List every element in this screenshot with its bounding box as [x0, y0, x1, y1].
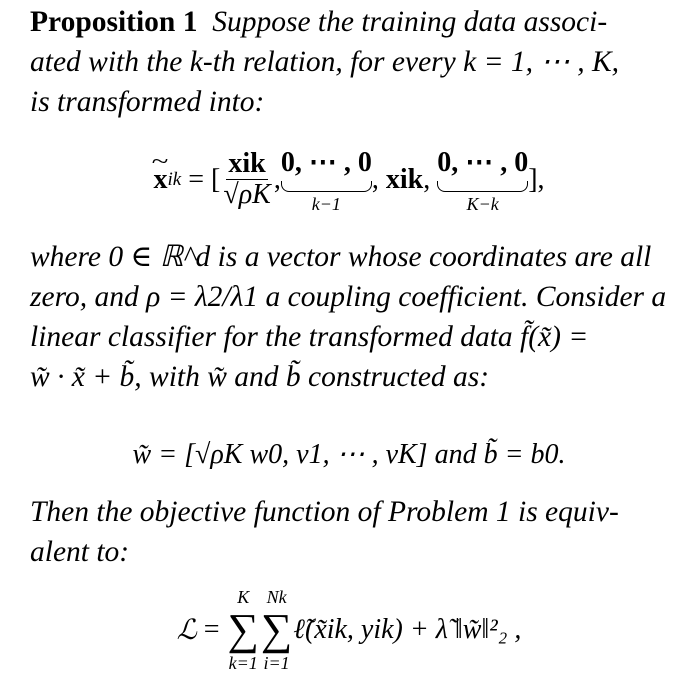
proposition-line-2: ated with the k-th relation, for every k = 1, ⋯ , K, — [30, 46, 620, 78]
conclusion-line-1: Then the objective function of Problem 1 is equiv- — [30, 496, 619, 528]
loss-term: ℓ̃(x̃ik, yik) + λ̃ ‖w̃‖²₂ , — [293, 614, 522, 645]
sum-i-upper: Nk — [266, 587, 287, 607]
loss-equation: ℒ = K ∑ k=1 Nk ∑ i=1 ℓ̃(x̃ik, yik) + λ̃ ‖w̃‖²₂ , — [176, 587, 522, 673]
underbrace-label-1: k−1 — [311, 193, 341, 214]
sigma-icon: ∑ — [227, 605, 259, 654]
proposition-line-1: Proposition 1 Suppose the training data associ- — [30, 6, 608, 38]
middle-line-2: zero, and ρ = λ2/λ1 a coupling coefficient. Consider a — [30, 281, 667, 313]
fraction-numerator: xik — [228, 148, 266, 180]
middle-line-3: linear classifier for the transformed data f̃(x̃) = — [30, 321, 589, 353]
underbrace-label-2: K−k — [466, 193, 499, 214]
sum-over-i — [261, 586, 292, 674]
proposition-label: Proposition 1 — [30, 6, 198, 38]
middle-line-4: w̃ · x̃ + b̃, with w̃ and b̃ constructed as: — [30, 361, 490, 393]
proposition-line-3: is transformed into: — [30, 86, 265, 118]
conclusion-paragraph — [30, 492, 680, 572]
middle-paragraph — [30, 237, 680, 397]
fraction-denominator: √ρK — [223, 178, 271, 210]
loss-lhs: ℒ — [176, 615, 197, 646]
sigma-icon: ∑ — [260, 605, 293, 654]
zeros-block-2: 0, ⋯ , 0 — [437, 146, 529, 178]
sum-over-k — [228, 586, 259, 674]
sum-i-lower: i=1 — [263, 653, 290, 673]
zeros-block-1: 0, ⋯ , 0 — [280, 146, 372, 178]
sum-k-lower: k=1 — [228, 653, 258, 673]
proposition-paragraph — [30, 2, 680, 122]
x-tilde-symbol: ~ x — [153, 164, 167, 196]
middle-line-1: where 0 ∈ ℝ^d is a vector whose coordinates are all — [30, 241, 652, 273]
underbrace-2 — [437, 145, 528, 216]
x-ik-term: xik — [385, 164, 424, 195]
weight-equation: w̃ = [√ρK w0, v1, ⋯ , vK] and b̃ = b0. — [132, 439, 566, 470]
underbrace-1 — [281, 145, 372, 216]
conclusion-line-2: alent to: — [30, 536, 130, 568]
sum-k-upper: K — [237, 587, 250, 607]
fraction-x-over-sqrt — [223, 149, 270, 210]
transform-equation: ~ x ik = [ $\frac{\text{xik}}{√\rho K}$ , 0, ⋯ , 0 k−1 , xik , 0, ⋯ , 0 K−k ], — [0, 140, 698, 220]
